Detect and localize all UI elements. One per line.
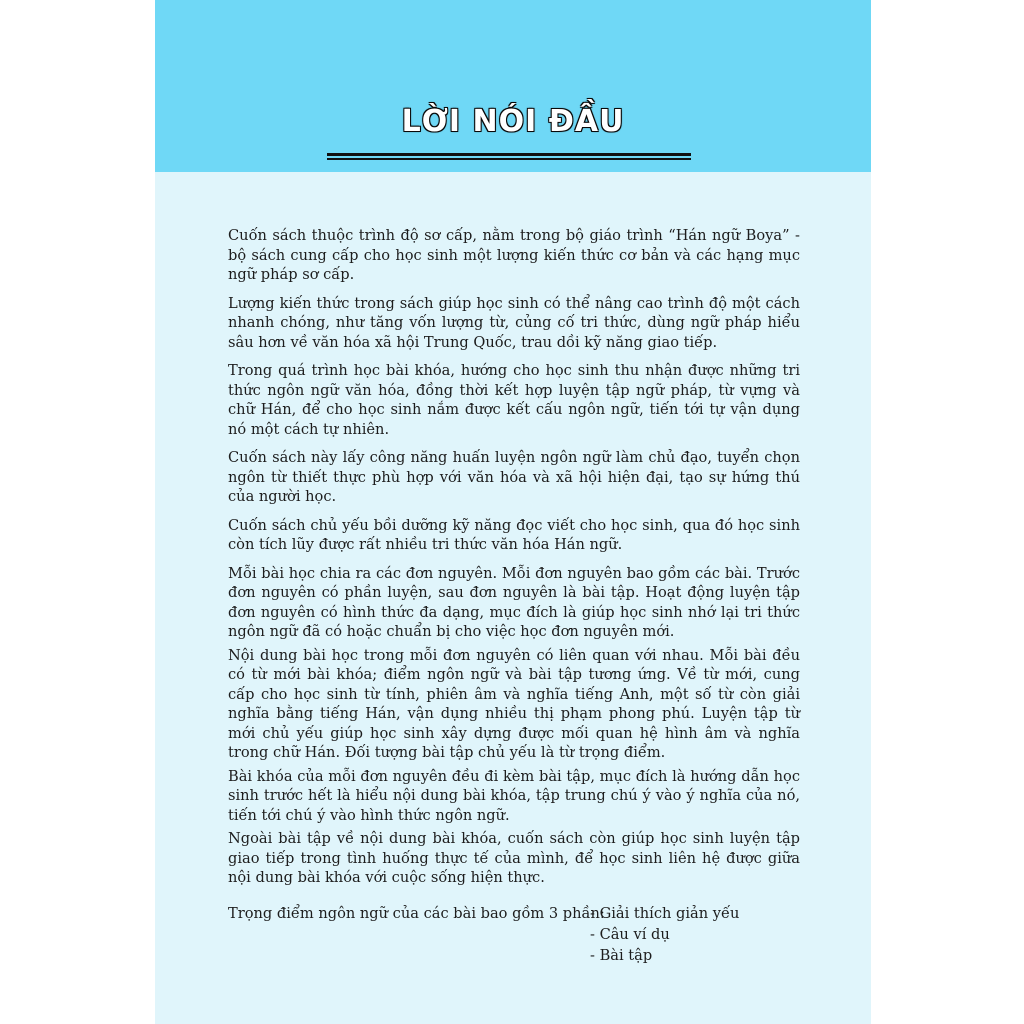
paragraph: Bài khóa của mỗi đơn nguyên đều đi kèm bài tập, mục đích là hướng dẫn học sinh trước hết là hiểu nội dung bài khóa, tập trung chú ý vào ý nghĩa của nó, tiến tới chú ý vào hình thức ngôn ngữ. [228, 767, 800, 824]
paragraph: Trong quá trình học bài khóa, hướng cho học sinh thu nhận được những tri thức ngôn ngữ văn hóa, đồng thời kết hợp luyện tập ngữ pháp, từ vựng và chữ Hán, để cho học sinh nắm được kết cấu ngôn ngữ, tiến tới tự vận dụng nó một cách tự nhiên. [228, 362, 800, 438]
title-underline-thick [327, 153, 691, 156]
paragraph: Lượng kiến thức trong sách giúp học sinh có thể nâng cao trình độ một cách nhanh chóng, như tăng vốn lượng từ, củng cố tri thức, dùng ngữ pháp hiểu sâu hơn về văn hóa xã hội Trung Quốc, trau dồi kỹ năng giao tiếp. [228, 294, 800, 351]
paragraph: Cuốn sách này lấy công năng huấn luyện ngôn ngữ làm chủ đạo, tuyển chọn ngôn từ thiết thực phù hợp với văn hóa và xã hội hiện đại, tạo sự hứng thú của người học. [228, 449, 800, 505]
title-underline-thin [327, 158, 691, 160]
header-band [155, 0, 871, 172]
summary-item: - Câu ví dụ [590, 926, 670, 943]
body-text [228, 226, 800, 892]
summary-item: - Bài tập [590, 947, 653, 964]
summary-item: - Giải thích giản yếu [590, 905, 740, 922]
paragraph: Cuốn sách thuộc trình độ sơ cấp, nằm trong bộ giáo trình “Hán ngữ Boya” - bộ sách cung cấp cho học sinh một lượng kiến thức cơ bản và các hạng mục ngữ pháp sơ cấp. [228, 227, 800, 283]
paragraph: Nội dung bài học trong mỗi đơn nguyên có liên quan với nhau. Mỗi bài đều có từ mới bài khóa; điểm ngôn ngữ và bài tập tương ứng. Về từ mới, cung cấp cho học sinh từ tính, phiên âm và nghĩa tiếng Anh, một số từ còn giải nghĩa bằng tiếng Hán, vận dụng nhiều thị phạm phong phú. Luyện tập từ mới chủ yếu giúp học sinh xây dựng được mối quan hệ hình âm và nghĩa trong chữ Hán. Đối tượng bài tập chủ yếu là từ trọng điểm. [228, 646, 800, 761]
paragraph: Cuốn sách chủ yếu bồi dưỡng kỹ năng đọc viết cho học sinh, qua đó học sinh còn tích lũy được rất nhiều tri thức văn hóa Hán ngữ. [228, 516, 800, 553]
page-title: LỜI NÓI ĐẦU [401, 104, 625, 139]
summary-lead: Trọng điểm ngôn ngữ của các bài bao gồm 3 phần: [228, 905, 605, 922]
paragraph: Mỗi bài học chia ra các đơn nguyên. Mỗi đơn nguyên bao gồm các bài. Trước đơn nguyên có phần luyện, sau đơn nguyên là bài tập. Hoạt động luyện tập đơn nguyên có hình thức đa dạng, mục đích là giúp học sinh nhớ lại tri thức ngôn ngữ đã có hoặc chuẩn bị cho việc học đơn nguyên mới. [228, 564, 800, 640]
paragraph: Ngoài bài tập về nội dung bài khóa, cuốn sách còn giúp học sinh luyện tập giao tiếp trong tình huống thực tế của mình, để học sinh liên hệ được giữa nội dung bài khóa với cuộc sống hiện thực. [228, 830, 800, 886]
book-page [155, 0, 871, 1024]
summary-list [590, 903, 739, 966]
